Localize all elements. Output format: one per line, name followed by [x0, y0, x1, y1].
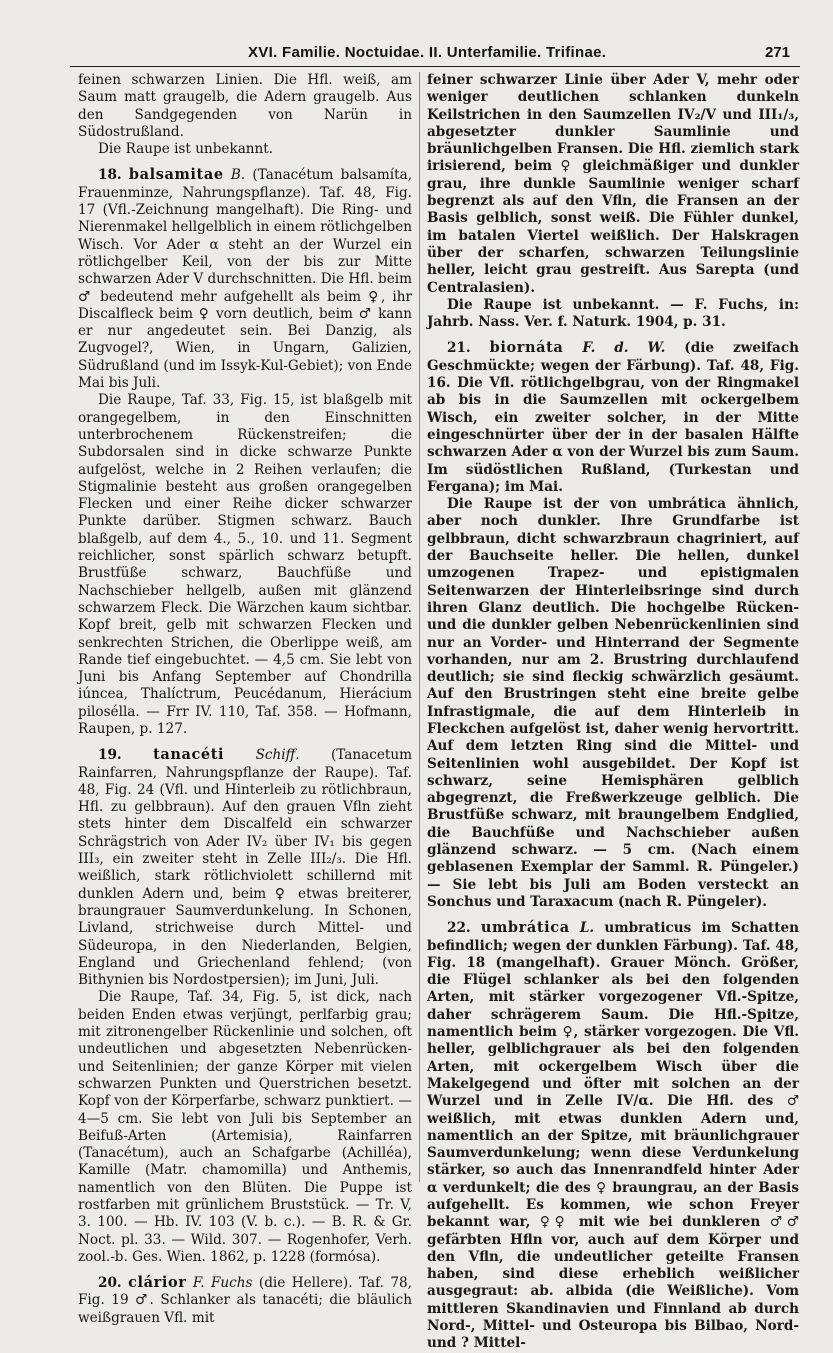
- species-author: L.: [579, 920, 595, 937]
- species-name: balsamitae: [128, 166, 224, 184]
- species-description: umbraticus im Schatten befindlich; wegen der dunklen Färbung). Taf. 48, Fig. 18 (mangelhaft). Grauer Mönch. Größer, die Flügel schlanker als bei den folgenden Arten, mit stärker vorgezogener Vfl.-Spitze, daher schrägerem Saum. Die Hfl.-Spitze, namentlich beim ♀, stärker vorgezogen. Die Vfl. heller, gelblichgrauer als bei den folgenden Arten, mit ockergelbem Wisch über die Makelgegend und öfter mit solchen an der Wurzel und in Zelle IV/α. Die Hfl. des ♂ weißlich, mit etwas dunklen Adern und, namentlich an der Spitze, mit bräunlichgrauer Saumverdunkelung; wenn diese Verdunkelung stärker, so auch das Innenrandfeld hinter Ader α verdunkelt; die des ♀ braungrau, an der Basis aufgehellt. Es kommen, wie schon Freyer bekannt war, ♀♀ mit wie bei dunkleren ♂♂ gefärbten Hfln vor, auch auf dem Körper und den Vfln, die undeutlicher geteilte Fransen haben, sind diese erheblich weißlicher ausgegraut: ab. albida (die Weißliche). Vom mittleren Skandinavien und Finnland ab durch Nord-, Mittel- und Osteuropa bis Bilbao, Nord- und ? Mittel-: [427, 920, 800, 1352]
- species-number: 19.: [98, 747, 122, 764]
- larva-paragraph: Die Raupe, Taf. 34, Fig. 5, ist dick, nach beiden Enden etwas verjüngt, perlfarbig grau; mit zitronengelber Rückenlinie und solchen, oft undeutlichen und abgesetzten Nebenrücken- und Seitenlinien; der ganze Körper mit vielen schwarzen Punkten und Querstrichen besetzt. Kopf von der Körperfarbe, schwarz punktiert. — 4—5 cm. Sie lebt von Juli bis September an Beifuß-Arten (Artemisia), Rainfarren (Tanacétum), auch an Schafgarbe (Achilléa), Kamille (Matr. chamomilla) und Anthemis, namentlich von den Blüten. Die Puppe ist rostfarben mit grünlichem Bruststück. — Tr. V, 3. 100. — Hb. IV. 103 (V. b. c.). — B. R. & Gr. Noct. pl. 33. — Wild. 307. — Rogenhofer, Verh. zool.-b. Ges. Wien. 1862, p. 1228 (formósa).: [78, 989, 412, 1265]
- species-name: tanacéti: [153, 746, 225, 764]
- species-author: F. Fuchs: [192, 1275, 253, 1292]
- species-number: 21.: [447, 340, 471, 357]
- larva-paragraph: Die Raupe, Taf. 33, Fig. 15, ist blaßgelb mit orangegelbem, in den Einschnitten unterbrochenem Rückenstreifen; die Subdorsalen sind in dicke schwarze Punkte aufgelöst, welche in 2 Reihen verlaufen; die Stigmalinie besteht aus großen orangegelben Flecken und einer Reihe dicker schwarzer Punkte darüber. Stigmen schwarz. Bauch blaßgelb, auf dem 4., 5., 10. und 11. Segment reichlicher, sonst spärlich schwarz betupft. Brustfüße schwarz, Bauchfüße und Nachschieber hellgelb, außen mit glänzend schwarzem Fleck. Die Wärzchen kaum sichtbar. Kopf breit, gelb mit schwarzen Flecken und senkrechten Strichen, die Oberlippe weiß, am Rande tief eingebuchtet. — 4,5 cm. Sie lebt von Juni bis Anfang September auf Chondrilla iúncea, Thalíctrum, Peucédanum, Hierácium pilosélla. — Frr IV. 110, Taf. 358. — Hofmann, Raupen, p. 127.: [78, 392, 412, 737]
- species-description: (Tanacetum Rainfarren, Nahrungspflanze der Raupe). Taf. 48, Fig. 24 (Vfl. und Hinterleib zu rötlichbraun, Hfl. zu gelbbraun). Auf den grauen Vfln zieht stets hinter dem Discalfeld ein schwarzer Schrägstrich von Ader IV₂ über IV₁ bis gegen III₃, ein zweiter steht in Zelle III₂/₃. Die Hfl. weißlich, stark rötlichviolett schillernd mit dunklen Adern und, beim ♀ etwas breiterer, braungrauer Saumverdunkelung. In Schonen, Livland, strichweise durch Mittel- und Südeuropa, in den Niederlanden, Belgien, England und Griechenland fehlend; (von Bithynien bis Nordostpersien); im Juni, Juli.: [78, 747, 412, 989]
- paragraph: feiner schwarzer Linie über Ader V, mehr oder weniger deutlichen schlanken dunkeln Keilstrichen in den Saumzellen IV₂/V und III₁/₃, abgesetzter dunkler Saumlinie und bräunlichgelben Fransen. Die Hfl. ziemlich stark irisierend, beim ♀ gleichmäßiger und dunkler grau, ihre dunkle Saumlinie weniger scharf begrenzt als auf den Vfln, die Fransen an der Basis gelblich, sonst weiß. Die Fühler dunkel, im batalen Viertel weißlich. Der Halskragen über der scharfen, schwarzen Teilungslinie heller, leicht grau gestreift. Aus Sarepta (und Centralasien).: [427, 72, 799, 296]
- column-divider: [419, 72, 420, 1182]
- species-name: clárior: [128, 1274, 187, 1292]
- species-number: 18.: [98, 167, 122, 184]
- species-author: B.: [230, 167, 246, 184]
- species-description: (die Hellere). Taf. 78, Fig. 19 ♂. Schlanker als tanacéti; die bläulich weißgrauen Vfl. mit: [78, 1275, 412, 1326]
- species-name: umbrática: [480, 919, 570, 937]
- species-entry-20: [78, 1274, 412, 1327]
- paragraph: Die Raupe ist unbekannt.: [98, 141, 274, 158]
- page-number: 271: [764, 44, 790, 61]
- paragraph: Die Raupe ist unbekannt. — F. Fuchs, in: Jahrb. Nass. Ver. f. Naturk. 1904, p. 31.: [427, 296, 799, 331]
- species-author: F. d. W.: [582, 340, 666, 357]
- species-entry-19: [78, 746, 412, 989]
- species-number: 20.: [98, 1275, 122, 1292]
- species-author: Schiff.: [255, 747, 300, 764]
- species-name: biornáta: [489, 339, 564, 357]
- species-number: 22.: [447, 920, 471, 937]
- right-column: [427, 72, 800, 1352]
- page-header: [70, 40, 800, 67]
- paragraph: feinen schwarzen Linien. Die Hfl. weiß, am Saum matt graugelb, die Adern graugelb. Aus den Sandgegenden von Narün in Südostrußland.: [78, 72, 412, 140]
- species-entry-22: [427, 919, 799, 1352]
- species-description: (die zweifach Geschmückte; wegen der Färbung). Taf. 48, Fig. 16. Die Vfl. rötlichgelbgrau, von der Ringmakel ab bis in die Saumzellen mit ockergelbem Wisch, ein zweiter solcher, in der Mitte eingeschnürter über der in der basalen Hälfte schwarzen Ader α von der Wurzel bis zum Saum. Im südöstlichen Rußland, (Turkestan und Fergana); im Mai.: [427, 340, 799, 495]
- larva-paragraph: Die Raupe ist der von umbrática ähnlich, aber noch dunkler. Ihre Grundfarbe ist gelbbraun, dicht schwarzbraun chagriniert, auf der Bauchseite heller. Die hellen, dunkel umzogenen Trapez- und epistigmalen Seitenwarzen der Hinterleibsringe sind durch ihren Glanz deutlich. Die hochgelbe Rücken- und die dunkler gelben Nebenrückenlinien sind nur an Vorder- und Hinterrand der Segmente vorhanden, nur am 2. Brustring durchlaufend deutlich; sie sind fleckig schwärzlich gesäumt. Auf den Brustringen steht eine breite gelbe Infrastigmale, die auf dem Hinterleib in Fleckchen aufgelöst ist, daher wenig hervortritt. Auf dem letzten Ring sind die Mittel- und Seitenlinien wohl ausgebildet. Der Kopf ist schwarz, seine Hemisphären gelblich abgegrenzt, die Freßwerkzeuge gelblich. Die Brustfüße schwarz, mit braungelbem Endglied, die Bauchfüße und Nachschieber außen glänzend schwarz. — 5 cm. (Nach einem geblasenen Exemplar der Samml. R. Püngeler.) — Sie lebt bis Juli am Boden versteckt an Sonchus und Taraxacum (nach R. Püngeler).: [427, 496, 799, 910]
- left-column: [78, 72, 413, 1326]
- running-title: XVI. Familie. Noctuidae. II. Unterfamilie. Trifinae.: [248, 44, 607, 61]
- species-description: (Tanacétum balsamíta, Frauenminze, Nahrungspflanze). Taf. 48, Fig. 17 (Vfl.-Zeichnung mangelhaft). Die Ring- und Nierenmakel hellgelblich in einem rötlichgelben Wisch. Vor Ader α steht an der Wurzel ein rötlichgelber Keil, von der bis zur Mitte schwarzen Ader V durchschnitten. Die Hfl. beim ♂ bedeutend mehr aufgehellt als beim ♀, ihr Discalfleck beim ♀ vorn deutlich, beim ♂ kann er nur angedeutet sein. Bei Danzig, als Zugvogel?, Wien, in Ungarn, Galizien, Südrußland (und im Issyk-Kul-Gebiet); von Ende Mai bis Juli.: [78, 167, 413, 392]
- species-entry-18: [78, 166, 412, 392]
- species-entry-21: [427, 339, 799, 496]
